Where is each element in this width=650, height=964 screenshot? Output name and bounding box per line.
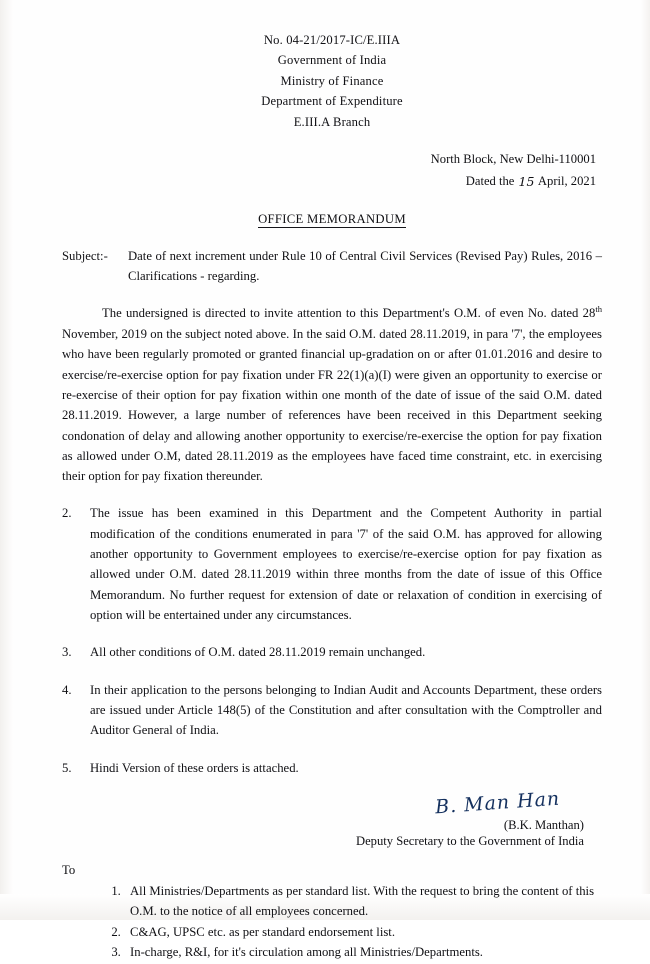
page-title-text: OFFICE MEMORANDUM xyxy=(258,212,406,227)
paragraph-3 xyxy=(62,642,602,662)
date-line xyxy=(62,170,596,192)
paragraph-2-text: The issue has been examined in this Department and the Competent Authority in partial modification of the conditions enumerated in para '7' of the said O.M. has approved for allowing another opportunity to Government employees to exercise/re-exercise option for pay fixation as allowed under O.M. dated 28.11.2019 within three months from the date of issue of this Office Memorandum. No further request for extension of date or relaxation of condition in exercising of option will be entertained under any circumstances. xyxy=(90,506,602,622)
paragraph-4-number: 4. xyxy=(62,682,72,697)
recipient-list xyxy=(62,882,602,963)
subject-text: Date of next increment under Rule 10 of Central Civil Services (Revised Pay) Rules, 2016 – Clarifications - regarding. xyxy=(128,249,602,284)
department-line: Department of Expenditure xyxy=(261,94,403,109)
paragraph-4 xyxy=(62,680,602,741)
list-item: 2. C&AG, UPSC etc. as per standard endorsement list. xyxy=(124,923,602,943)
paragraph-4-text: In their application to the persons belonging to Indian Audit and Accounts Department, these orders are issued under Article 148(5) of the Constitution and after consultation with the Comptroller and Auditor General of India. xyxy=(90,682,602,738)
office-address: North Block, New Delhi-110001 xyxy=(430,151,596,166)
scan-edge-right xyxy=(640,0,650,920)
document-content xyxy=(62,30,602,964)
list-item: 3. In-charge, R&I, for it's circulation among all Ministries/Departments. xyxy=(124,943,602,963)
paragraph-2 xyxy=(62,503,602,625)
paragraph-5 xyxy=(62,758,602,778)
paragraph-5-text: Hindi Version of these orders is attached. xyxy=(90,760,299,775)
date-prefix: Dated the xyxy=(465,174,515,189)
address-block xyxy=(62,149,602,192)
date-suffix: April, 2021 xyxy=(537,174,596,189)
subject-block xyxy=(62,246,602,286)
paragraph-1-post: November, 2019 on the subject noted above. In the said O.M. dated 28.11.2019, in para '7', the employees who have been regularly promoted or granted financial up-gradation on or after 01.01.2016 and desire to exercise/re-exercise option for pay fixation under FR 22(1)(a)(I) were given an opportunity to exercise or re-exercise of their option for pay fixation within one month of the date of issue of the said O.M. dated 28.11.2019. However, a large number of references have been received in this Department seeking condonation of delay and allowing another opportunity to exercise/re-exercise the option for pay fixation as allowed under O.M, dated 28.11.2019 as the employees have faced time constraint, etc. in exercising their option for pay fixation thereunder. xyxy=(62,326,602,484)
handwritten-signature: B. Man Han xyxy=(434,787,561,819)
paragraph-1-superscript: th xyxy=(595,304,602,315)
paragraph-5-number: 5. xyxy=(62,760,72,775)
paragraph-3-text: All other conditions of O.M. dated 28.11.2019 remain unchanged. xyxy=(90,645,426,660)
paragraph-1 xyxy=(62,303,602,486)
signatory-designation: Deputy Secretary to the Government of India xyxy=(355,833,584,848)
paragraph-2-number: 2. xyxy=(62,506,72,521)
date-handwritten-day: 15 xyxy=(518,174,535,190)
page-title xyxy=(62,212,602,227)
branch-line: E.III.A Branch xyxy=(293,114,371,129)
reference-block xyxy=(62,30,602,132)
reference-number: No. 04-21/2017-IC/E.IIIA xyxy=(263,33,401,47)
to-label: To xyxy=(62,862,76,877)
paragraph-3-number: 3. xyxy=(62,645,72,660)
signature-block xyxy=(62,787,602,849)
paragraph-1-pre: The undersigned is directed to invite attention to this Department's O.M. of even No. dated 28 xyxy=(102,306,596,321)
signatory-name: (B.K. Manthan) xyxy=(503,817,584,832)
list-item: 1. All Ministries/Departments as per standard list. With the request to bring the content of this O.M. to the notice of all employees concerned. xyxy=(124,882,602,922)
scan-edge-left xyxy=(0,0,14,920)
government-line: Government of India xyxy=(277,53,387,68)
ministry-line: Ministry of Finance xyxy=(280,73,384,88)
subject-label: Subject:- xyxy=(62,249,108,264)
